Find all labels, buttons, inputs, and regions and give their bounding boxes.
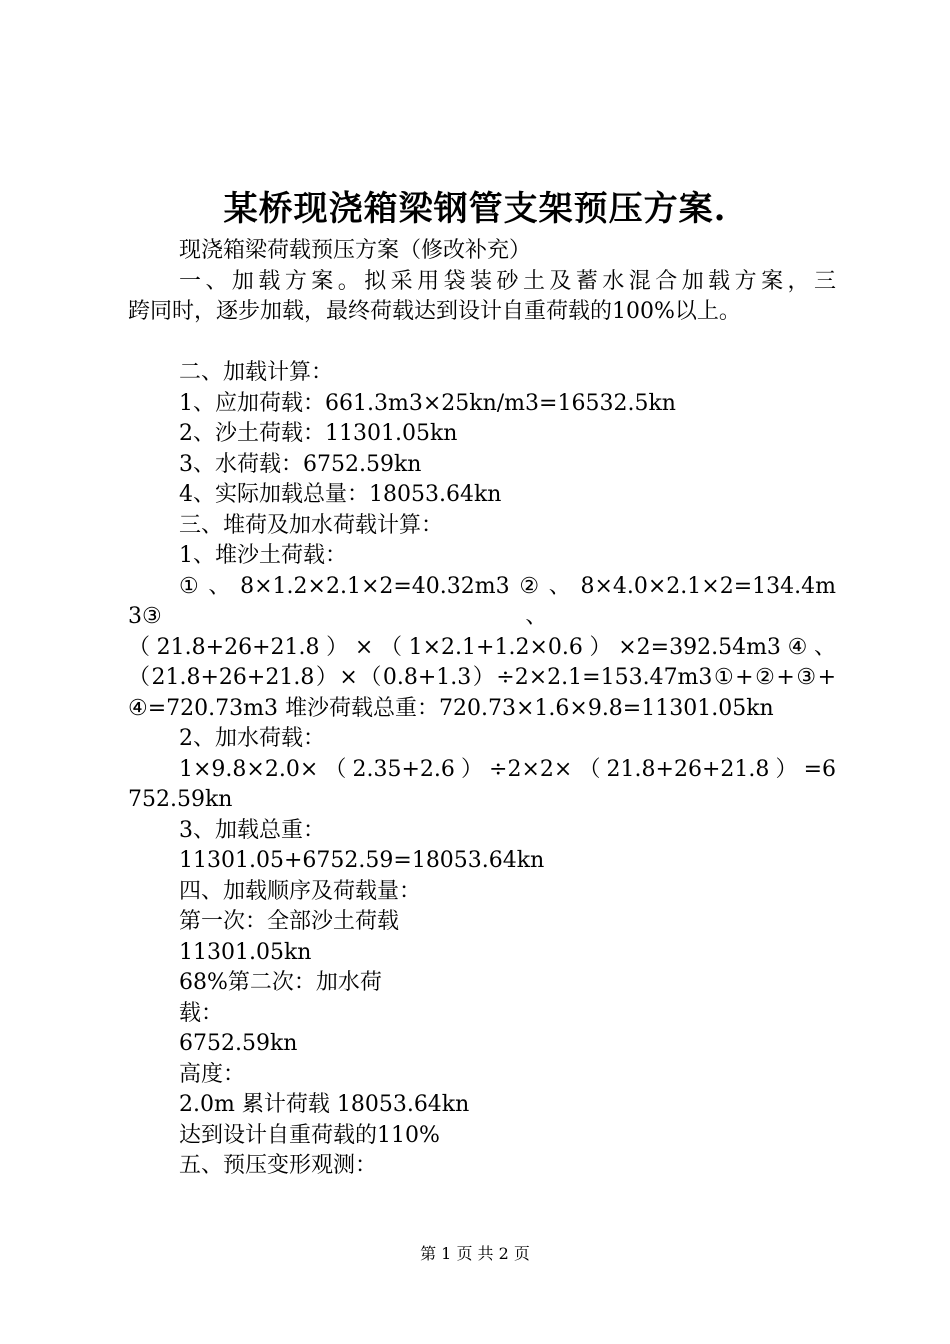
section-heading: 二、加载计算： [179,360,334,385]
blank-line [128,328,836,359]
paragraph-line: 6752.59kn [179,1031,298,1056]
paragraph-line: 3、加载总重： [179,817,325,843]
paragraph-line: 4、实际加载总量：18053.64kn [179,482,502,507]
paragraph-line: 1、应加荷载：661.3m3×25kn/m3=16532.5kn [179,390,676,416]
document-title: 某桥现浇箱梁钢管支架预压方案. [223,189,727,229]
paragraph-line: （21.8+26+21.8）×（1×2.1+1.2×0.6）×2=392.54m3④、 [128,634,836,660]
paragraph-line: 11301.05+6752.59=18053.64kn [179,848,545,873]
section-heading: 三、堆荷及加水荷载计算： [179,512,444,538]
paragraph-line: 752.59kn [128,787,233,812]
paragraph-line: 第一次：全部沙土荷载 [179,909,400,934]
paragraph-line: 2.0m 累计荷载 18053.64kn [179,1092,470,1117]
paragraph-line: 跨同时，逐步加载，最终荷载达到设计自重荷载的100%以上。 [128,299,741,324]
paragraph-line: ④=720.73m3 堆沙荷载总重：720.73×1.6×9.8=11301.05kn [128,695,774,721]
paragraph-line: 一、加载方案。拟采用袋装砂土及蓄水混合加载方案，三 [179,268,836,294]
paragraph-line: 1、堆沙土荷载： [179,543,347,568]
subtitle-line: 现浇箱梁荷载预压方案（修改补充） [179,238,532,263]
paragraph-line: 2、加水荷载： [179,726,325,751]
page-footer: 第 1 页 共 2 页 [420,1244,530,1263]
paragraph-line: 68%第二次：加水荷 [179,970,382,995]
paragraph-line: 高度： [179,1061,246,1087]
document-body [128,236,836,1182]
paragraph-line: 1×9.8×2.0×（2.35+2.6）÷2×2×（21.8+26+21.8）=6 [179,756,836,782]
paragraph-line: （21.8+26+21.8）×（0.8+1.3）÷2×2.1=153.47m3①+②+③+ [128,665,836,690]
paragraph-line: 载： [179,1000,224,1026]
paragraph-line: ①、8×1.2×2.1×2=40.32m3②、8×4.0×2.1×2=134.4m [179,573,836,599]
paragraph-line: 达到设计自重荷载的110% [179,1122,440,1148]
paragraph-line: 2、沙土荷载：11301.05kn [179,421,458,446]
section-heading: 四、加载顺序及荷载量： [179,878,422,904]
paragraph-line: 11301.05kn [179,939,312,965]
section-heading: 五、预压变形观测： [179,1153,378,1178]
paragraph-line: 3③ 、 [128,604,548,629]
paragraph-line: 3、水荷载：6752.59kn [179,451,422,477]
